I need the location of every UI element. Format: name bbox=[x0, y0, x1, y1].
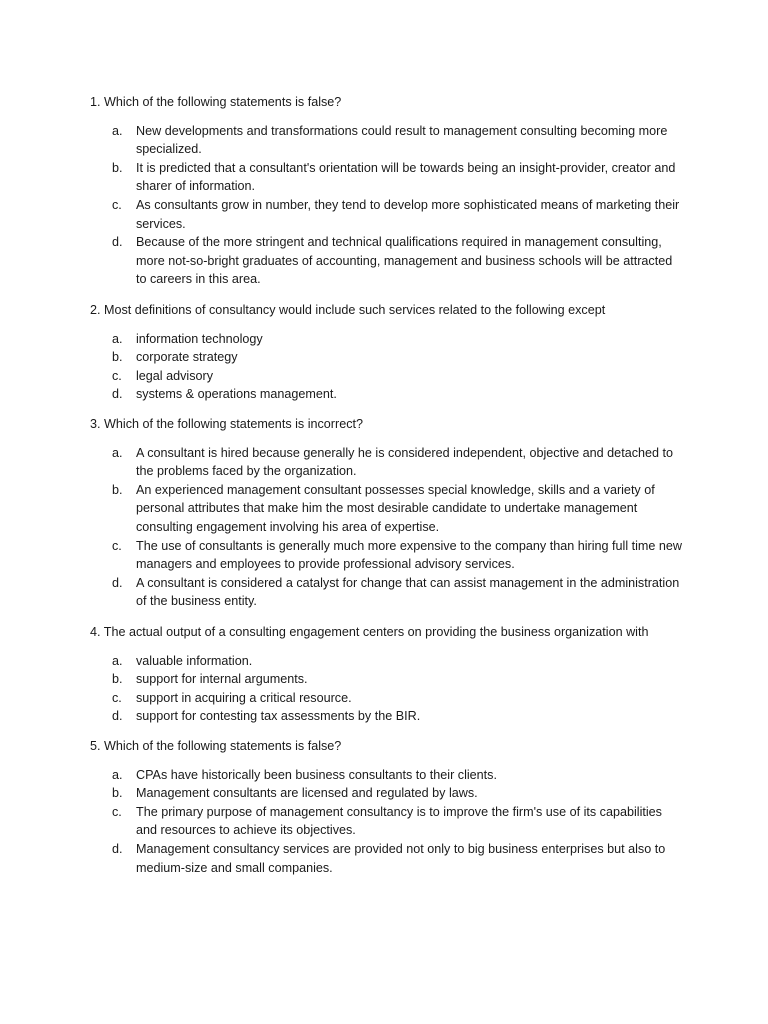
option-letter: a. bbox=[112, 331, 123, 346]
option-text: support in acquiring a critical resource. bbox=[136, 690, 352, 705]
option-text: corporate strategy bbox=[136, 350, 238, 365]
option-text: support for internal arguments. bbox=[136, 672, 308, 687]
option-c bbox=[90, 689, 684, 708]
question-1 bbox=[90, 93, 690, 289]
option-text: New developments and transformations could result to management consulting becoming more specialized. bbox=[136, 123, 668, 157]
option-text: legal advisory bbox=[136, 368, 214, 383]
option-d bbox=[90, 233, 684, 289]
option-d bbox=[90, 840, 684, 877]
question-2 bbox=[90, 301, 690, 404]
option-letter: a. bbox=[112, 653, 123, 668]
option-b bbox=[90, 348, 684, 367]
option-text: Management consultants are licensed and regulated by laws. bbox=[136, 786, 478, 801]
question-number: 2. bbox=[90, 303, 101, 317]
question-4-options bbox=[90, 652, 690, 726]
option-b bbox=[90, 481, 684, 537]
option-text: A consultant is hired because generally he is considered independent, objective and detached to the problems faced by the organization. bbox=[136, 445, 674, 479]
option-c bbox=[90, 537, 684, 574]
option-c bbox=[90, 196, 684, 233]
question-5-options bbox=[90, 766, 690, 878]
option-letter: d. bbox=[112, 235, 123, 250]
option-text: valuable information. bbox=[136, 653, 253, 668]
option-b bbox=[90, 784, 684, 803]
option-text: The use of consultants is generally much more expensive to the company than hiring full time new managers and employees to provide professional advisory services. bbox=[136, 538, 683, 572]
question-2-text: 2. Most definitions of consultancy would include such services related to the following except bbox=[90, 303, 606, 317]
option-a bbox=[90, 652, 684, 671]
option-letter: a. bbox=[112, 123, 123, 138]
option-text: support for contesting tax assessments by the BIR. bbox=[136, 709, 421, 724]
option-letter: d. bbox=[112, 709, 123, 724]
option-text: CPAs have historically been business consultants to their clients. bbox=[136, 767, 497, 782]
option-letter: b. bbox=[112, 672, 123, 687]
option-a bbox=[90, 330, 684, 349]
option-letter: b. bbox=[112, 350, 123, 365]
question-4 bbox=[90, 623, 690, 726]
question-5-text: 5. Which of the following statements is false? bbox=[90, 739, 342, 753]
option-letter: c. bbox=[112, 368, 122, 383]
option-letter: b. bbox=[112, 786, 123, 801]
option-text: information technology bbox=[136, 331, 263, 346]
option-d bbox=[90, 385, 684, 404]
option-letter: c. bbox=[112, 538, 122, 553]
question-3-text: 3. Which of the following statements is incorrect? bbox=[90, 417, 363, 431]
option-letter: c. bbox=[112, 690, 122, 705]
option-text: Management consultancy services are provided not only to big business enterprises but also to medium-size and small companies. bbox=[136, 841, 666, 875]
question-number: 5. bbox=[90, 739, 101, 753]
option-letter: c. bbox=[112, 804, 122, 819]
option-text: The primary purpose of management consultancy is to improve the firm's use of its capabilities and resources to achieve its objectives. bbox=[136, 804, 662, 838]
option-d bbox=[90, 707, 684, 726]
question-number: 1. bbox=[90, 95, 101, 109]
question-number: 3. bbox=[90, 417, 101, 431]
option-text: Because of the more stringent and technical qualifications required in management consulting, more not-so-bright graduates of accounting, management and business schools will be attracted to careers in this area. bbox=[136, 235, 673, 287]
option-b bbox=[90, 159, 684, 196]
option-c bbox=[90, 367, 684, 386]
option-letter: a. bbox=[112, 767, 123, 782]
option-letter: a. bbox=[112, 445, 123, 460]
option-letter: b. bbox=[112, 482, 123, 497]
option-text: It is predicted that a consultant's orientation will be towards being an insight-provider, creator and sharer of information. bbox=[136, 160, 676, 194]
question-3-options bbox=[90, 444, 690, 611]
option-c bbox=[90, 803, 684, 840]
option-a bbox=[90, 766, 684, 785]
question-number: 4. bbox=[90, 625, 101, 639]
option-b bbox=[90, 670, 684, 689]
option-text: As consultants grow in number, they tend to develop more sophisticated means of marketing their services. bbox=[136, 197, 680, 231]
option-a bbox=[90, 444, 684, 481]
option-text: An experienced management consultant possesses special knowledge, skills and a variety of personal attributes that make him the most desirable candidate to undertake management consulting engagement involving his area of expertise. bbox=[136, 482, 655, 534]
option-letter: d. bbox=[112, 387, 123, 402]
question-2-options bbox=[90, 330, 690, 404]
option-text: systems & operations management. bbox=[136, 387, 337, 402]
option-d bbox=[90, 574, 684, 611]
question-4-text: 4. The actual output of a consulting engagement centers on providing the business organization with bbox=[90, 625, 649, 639]
option-letter: d. bbox=[112, 841, 123, 856]
option-a bbox=[90, 122, 684, 159]
question-1-text: 1. Which of the following statements is false? bbox=[90, 95, 342, 109]
question-5 bbox=[90, 737, 690, 877]
option-letter: b. bbox=[112, 160, 123, 175]
question-3 bbox=[90, 415, 690, 611]
option-letter: d. bbox=[112, 575, 123, 590]
option-text: A consultant is considered a catalyst for change that can assist management in the administration of the business entity. bbox=[136, 575, 680, 609]
option-letter: c. bbox=[112, 197, 122, 212]
question-1-options bbox=[90, 122, 690, 289]
